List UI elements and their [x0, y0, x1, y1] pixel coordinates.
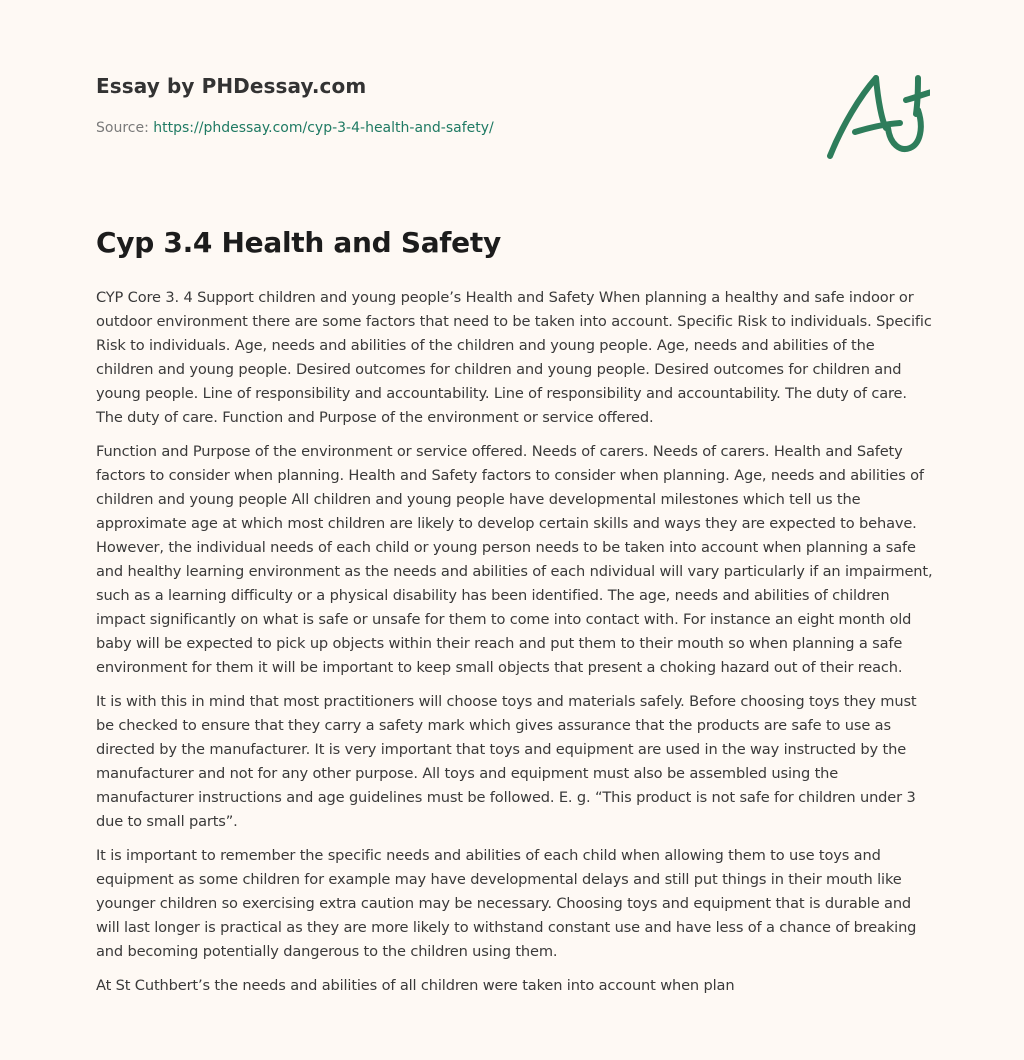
a-plus-grade-icon — [820, 66, 930, 166]
source-label: Source: — [96, 120, 154, 136]
essay-title: Cyp 3.4 Health and Safety — [96, 226, 501, 259]
source-line — [96, 120, 796, 136]
essay-body — [96, 286, 934, 1008]
essay-paragraph: CYP Core 3. 4 Support children and young people’s Health and Safety When planning a healthy and safe indoor or outdoor environment there are some factors that need to be taken into account. Specific Risk to individuals. Specific Risk to individuals. Age, needs and abilities of the children and young people. Age, needs and abilities of the children and young people. Desired outcomes for children and young people. Desired outcomes for children and young people. Line of responsibility and accountability. Line of responsibility and accountability. The duty of care. The duty of care. Function and Purpose of the environment or service offered. — [96, 289, 932, 426]
brand-title: Essay by PHDessay.com — [96, 74, 367, 98]
source-link[interactable]: https://phdessay.com/cyp-3-4-health-and-safety/ — [153, 120, 494, 136]
page-header — [96, 74, 796, 136]
essay-paragraph: Function and Purpose of the environment or service offered. Needs of carers. Needs of carers. Health and Safety factors to consider when planning. Health and Safety factors to consider when planning. Age, needs and abilities of children and young people All children and young people have developmental milestones which tell us the approximate age at which most children are likely to develop certain skills and ways they are expected to behave. However, the individual needs of each child or young person needs to be taken into account when planning a safe and healthy learning environment as the needs and abilities of each ndividual will vary particularly if an impairment, such as a learning difficulty or a physical disability has been identified. The age, needs and abilities of children impact significantly on what is safe or unsafe for them to come into contact with. For instance an eight month old baby will be expected to pick up objects within their reach and put them to their mouth so when planning a safe environment for them it will be important to keep small objects that present a choking hazard out of their reach. — [96, 443, 933, 676]
essay-paragraph: It is with this in mind that most practitioners will choose toys and materials safely. Before choosing toys they must be checked to ensure that they carry a safety mark which gives assurance that the products are safe to use as directed by the manufacturer. It is very important that toys and equipment are used in the way instructed by the manufacturer and not for any other purpose. All toys and equipment must also be assembled using the manufacturer instructions and age guidelines must be followed. E. g. “This product is not safe for children under 3 due to small parts”. — [96, 693, 917, 830]
essay-paragraph: At St Cuthbert’s the needs and abilities of all children were taken into account when plan — [96, 977, 735, 994]
essay-paragraph: It is important to remember the specific needs and abilities of each child when allowing them to use toys and equipment as some children for example may have developmental delays and still put things in their mouth like younger children so exercising extra caution may be necessary. Choosing toys and equipment that is durable and will last longer is practical as they are more likely to withstand constant use and have less of a chance of breaking and becoming potentially dangerous to the children using them. — [96, 847, 917, 960]
